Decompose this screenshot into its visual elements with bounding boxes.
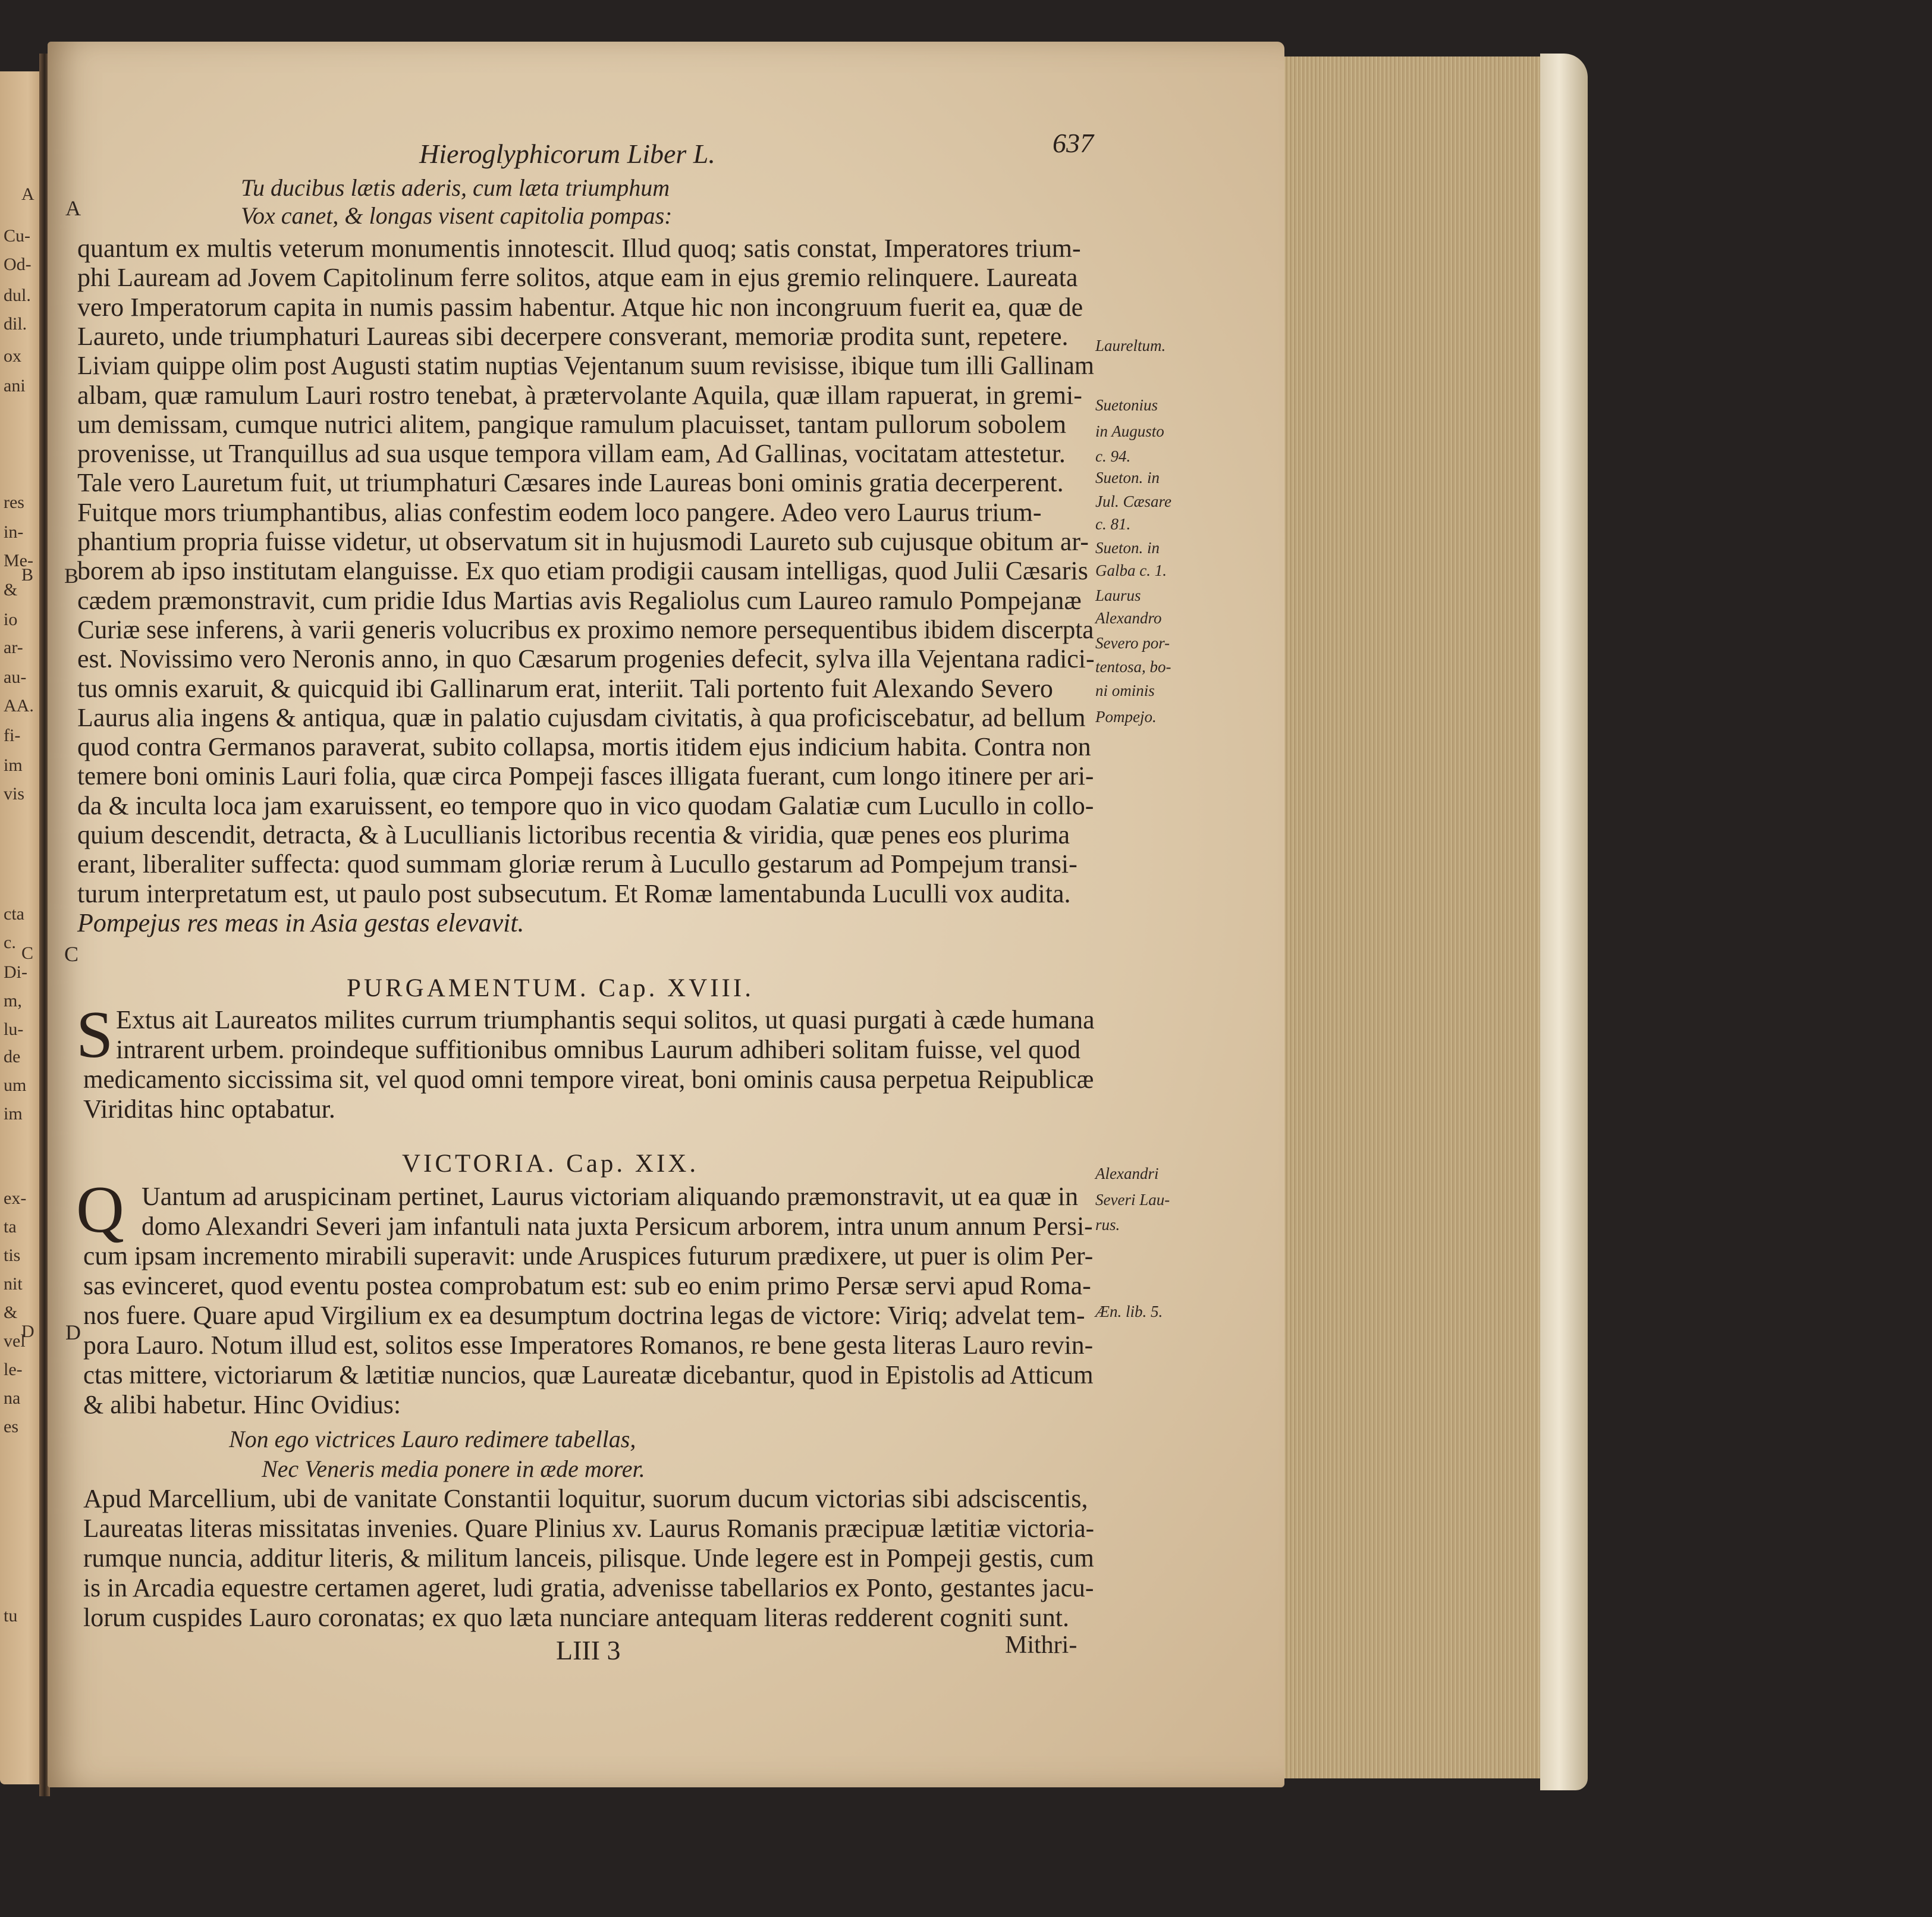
text-line: Laurus alia ingens & antiqua, quæ in palatio cujusdam civitatis, à qua proficiscebatur, ad bellum: [77, 702, 1086, 732]
text-line: intrarent urbem. proindeque suffitionibus omnibus Laurum adhiberi solitam fuisse, vel quod: [116, 1035, 1081, 1064]
margin-note: in Augusto: [1095, 422, 1164, 440]
left-page-fragment: cta: [4, 904, 24, 924]
catchword: Mithri-: [1005, 1632, 1077, 1659]
left-page-fragment: vis: [4, 784, 25, 804]
vellum-cover-board: [1540, 54, 1588, 1790]
left-page-fragment: de: [4, 1047, 21, 1066]
left-page-fragment: nit: [4, 1274, 23, 1294]
margin-note: Pompejo.: [1095, 708, 1157, 726]
left-page-fragment: ta: [4, 1217, 17, 1237]
margin-note: c. 94.: [1095, 447, 1131, 465]
margin-note: Suetonius: [1095, 396, 1158, 414]
margin-note: c. 81.: [1095, 515, 1131, 533]
text-line: quod contra Germanos paraverat, subito collapsa, mortis itidem ejus indicium habita. Contra non: [77, 732, 1091, 762]
text-line: tus omnis exaruit, & quicquid ibi Gallinarum erat, interiit. Tali portento fuit Alexando Severo: [77, 673, 1053, 703]
page-number: 637: [1053, 128, 1094, 158]
left-page-fragment: um: [4, 1075, 27, 1095]
section-letter-b: B: [64, 564, 79, 588]
text-line: Curiæ sese inferens, à varii generis volucribus ex proximo nemore persequentibus ibidem discerpta: [77, 614, 1094, 644]
text-line: cædem præmonstravit, cum pridie Idus Martias avis Regaliolus cum Laureo ramulo Pompejanæ: [77, 585, 1082, 615]
margin-note: ni ominis: [1095, 682, 1155, 699]
text-line: Pompejus res meas in Asia gestas elevavit.: [77, 908, 524, 937]
text-line: Fuitque mors triumphantibus, alias confestim eodem loco pangere. Adeo vero Laurus trium-: [77, 497, 1042, 527]
left-page-fragment: lu-: [4, 1019, 24, 1039]
text-line: da & inculta loca jam exaruissent, eo tempore quo in vico quodam Galatiæ cum Lucullo in collo-: [77, 790, 1094, 820]
section-letter-a: A: [65, 196, 81, 220]
chapter-heading-victoria: VICTORIA. Cap. XIX.: [402, 1150, 699, 1178]
text-line: domo Alexandri Severi jam infantuli nata juxta Persicum arborem, intra unum annum Persi-: [142, 1212, 1093, 1241]
left-page-fragment: ar-: [4, 638, 23, 657]
text-line: is in Arcadia equestre certamen ageret, ludi gratia, advenisse tabellarios ex Ponto, gestantes jacu-: [83, 1573, 1094, 1602]
text-line: ctas mittere, victoriarum & lætitiæ nuncios, quæ Laureatæ dicebantur, quod in Epistolis ad Atticum: [83, 1360, 1094, 1389]
text-line: rumque nuncia, additur literis, & militum lanceis, pilisque. Unde legere est in Pompeji gestis, cum: [83, 1543, 1094, 1573]
left-page-fragment: c.: [4, 933, 16, 952]
section-letter-c: C: [64, 942, 79, 966]
verse-line: Nec Veneris media ponere in æde morer.: [262, 1455, 645, 1482]
text-line: quantum ex multis veterum monumentis innotescit. Illud quoq; satis constat, Imperatores trium-: [77, 234, 1081, 263]
margin-note: Jul. Cæsare: [1095, 492, 1171, 510]
text-line: Extus ait Laureatos milites currum triumphantis sequi solitos, ut quasi purgati à cæde humana: [116, 1005, 1095, 1034]
margin-note: Severo por-: [1095, 634, 1170, 652]
left-page-fragment: fi-: [4, 726, 21, 745]
left-page-fragment: tis: [4, 1245, 21, 1265]
text-line: Apud Marcellium, ubi de vanitate Constantii loquitur, suorum ducum victorias sibi adsciscentis,: [83, 1484, 1088, 1513]
text-line: medicamento siccissima sit, vel quod omni tempore vireat, boni ominis causa perpetua Reipublicæ: [83, 1065, 1094, 1094]
text-line: phantium propria fuisse videtur, ut observatum sit in hujusmodi Laureto sub cujusque obitum ar-: [77, 527, 1089, 556]
drop-capital: S: [76, 998, 114, 1072]
text-line: cum ipsam incremento mirabili superavit: unde Aruspices futurum prædixere, ut puer is olim Per-: [83, 1241, 1094, 1270]
left-page-fragment: dul.: [4, 285, 31, 305]
left-page-fragment: im: [4, 1104, 23, 1124]
text-line: Viriditas hinc optabatur.: [83, 1094, 335, 1124]
left-page-fragment: im: [4, 755, 23, 775]
left-page-fragment: io: [4, 610, 18, 629]
chapter-heading-purgamentum: PURGAMENTUM. Cap. XVIII.: [347, 974, 754, 1002]
text-line: borem ab ipso institutam elanguisse. Ex quo etiam prodigii causam intelligas, quod Julii Cæsaris: [77, 556, 1088, 586]
text-line: vero Imperatorum capita in numis passim habentur. Atque hic non incongruum fuerit ea, quæ de: [77, 292, 1083, 322]
text-line: quium descendit, detracta, & à Lucullianis lictoribus recentia & viridia, quæ penes eos plurima: [77, 820, 1070, 849]
text-line: Laureto, unde triumphaturi Laureas sibi decerpere consverant, memoriæ prodita sunt, repetere.: [77, 321, 1069, 351]
text-line: um demissam, cumque nutrici alitem, pangique ramulum placuisset, tantam pullorum sobolem: [77, 409, 1067, 439]
text-line: Liviam quippe olim post Augusti statim nuptias Vejentanum suum revisisse, ibique tum illi Gallinam: [77, 351, 1094, 381]
text-line: sas evinceret, quod eventu postea comprobatum est: sub eo enim primo Persæ servi apud Roma-: [83, 1271, 1091, 1300]
left-page-fragment: Di-: [4, 962, 27, 982]
text-line: erant, liberaliter suffecta: quod summam gloriæ rerum à Lucullo gestarum ad Pompejum transi-: [77, 849, 1077, 879]
left-page-fragment: es: [4, 1417, 18, 1436]
left-page-fragment: B: [21, 565, 34, 585]
verse-line: Non ego victrices Lauro redimere tabellas,: [229, 1426, 636, 1452]
margin-note: Galba c. 1.: [1095, 561, 1167, 579]
text-line: albam, quæ ramulum Lauri rostro tenebat, à prætervolante Aquila, quæ illam rapuerat, in gremi-: [77, 380, 1082, 410]
margin-note: rus.: [1095, 1216, 1120, 1234]
text-line: Uantum ad aruspicinam pertinet, Laurus victoriam aliquando præmonstravit, ut ea quæ in: [142, 1182, 1079, 1211]
text-line: Laureatas literas missitatas invenies. Quare Plinius xv. Laurus Romanis præcipuæ lætitiæ victoria-: [83, 1514, 1095, 1543]
text-line: Tale vero Lauretum fuit, ut triumphaturi Cæsares inde Laureas boni ominis gratia decerperent.: [77, 468, 1064, 498]
text-line: temere boni ominis Lauri folia, quæ circa Pompeji fasces illigata fuerant, cum longo itinere per ari-: [77, 761, 1094, 791]
margin-note: Laurus: [1095, 586, 1141, 604]
left-page-fragment: ox: [4, 346, 21, 366]
left-page-fragment: Od-: [4, 255, 32, 274]
margin-note: Alexandri: [1095, 1165, 1159, 1182]
text-line: phi Lauream ad Jovem Capitolinum ferre solitos, atque eam in ejus gremio relinquere. Laureata: [77, 263, 1078, 293]
left-page-fragment: A: [21, 184, 34, 204]
left-page-fragment: Me-: [4, 551, 33, 570]
margin-note: Æn. lib. 5.: [1095, 1303, 1163, 1320]
section-letter-d: D: [65, 1320, 81, 1344]
signature-mark: LIII 3: [556, 1635, 621, 1665]
margin-note: tentosa, bo-: [1095, 658, 1171, 676]
margin-note: Sueton. in: [1095, 539, 1160, 557]
margin-note: Alexandro: [1095, 609, 1162, 627]
margin-note: Laureltum.: [1095, 337, 1166, 354]
left-page-fragment: D: [21, 1322, 34, 1341]
left-page-fragment: &: [4, 1303, 18, 1322]
text-line: est. Novissimo vero Neronis anno, in quo Cæsarum progenies defecit, sylva illa Vejentana radici-: [77, 644, 1095, 674]
text-line: lorum cuspides Lauro coronatas; ex quo læta nunciare antequam literas redderent cogniti sunt.: [83, 1603, 1070, 1632]
page-fore-edge: [1267, 57, 1552, 1778]
left-page-fragment: in-: [4, 522, 24, 542]
left-page-fragment: AA.: [4, 696, 34, 716]
drop-capital: Q: [76, 1173, 124, 1247]
text-line: pora Lauro. Notum illud est, solitos esse Imperatores Romanos, re bene gesta literas Lauro revin-: [83, 1331, 1094, 1360]
left-page-fragment: Cu-: [4, 226, 30, 246]
text-line: turum interpretatum est, ut paulo post subsecutum. Et Romæ lamentabunda Luculli vox audita.: [77, 879, 1071, 908]
left-page-fragment: C: [21, 943, 34, 963]
left-page-fragment: dil.: [4, 314, 27, 334]
left-page-fragment: au-: [4, 667, 27, 687]
text-line: nos fuere. Quare apud Virgilium ex ea desumptum doctrina legas de victore: Viriq; advelat tem-: [83, 1301, 1085, 1330]
left-page-fragment: ex-: [4, 1188, 27, 1208]
left-page-fragment: ani: [4, 376, 26, 396]
margin-note: Severi Lau-: [1095, 1191, 1170, 1209]
left-page-fragment: res: [4, 492, 24, 512]
running-title: Hieroglyphicorum Liber L.: [419, 139, 715, 169]
left-page-fragment: tu: [4, 1606, 18, 1626]
left-page-fragment: &: [4, 580, 18, 600]
left-page-fragment: le-: [4, 1360, 23, 1379]
left-page-fragment: vel: [4, 1331, 26, 1351]
text-line: & alibi habetur. Hinc Ovidius:: [83, 1390, 401, 1419]
left-page-fragment: m,: [4, 991, 22, 1011]
left-page-fragment: na: [4, 1388, 21, 1408]
verse-line: Tu ducibus lætis aderis, cum læta triumphum: [241, 174, 670, 201]
text-line: provenisse, ut Tranquillus ad sua usque tempora villam eam, Ad Gallinas, vocitatam attestetur.: [77, 439, 1066, 469]
verse-line: Vox canet, & longas visent capitolia pompas:: [241, 202, 673, 229]
margin-note: Sueton. in: [1095, 469, 1160, 487]
